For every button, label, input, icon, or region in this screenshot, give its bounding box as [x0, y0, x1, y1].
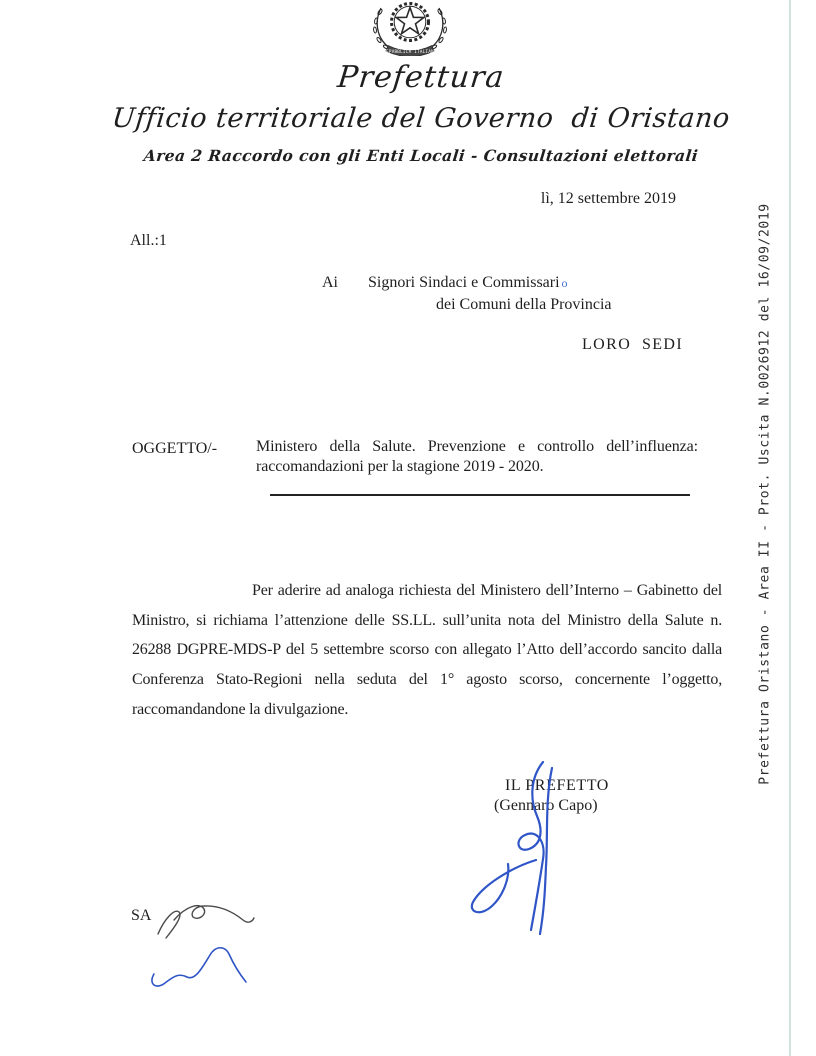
subject-label: OGGETTO/-: [132, 440, 218, 457]
clerk-initials: SA: [131, 907, 152, 924]
recipient-salutation: Ai: [322, 274, 338, 291]
protocol-stamp: Prefettura Oristano - Area II - Prot. Uscita N.0026912 del 16/09/2019: [757, 203, 773, 785]
letterhead-area: Area 2 Raccordo con gli Enti Locali - Consultazioni elettorali: [142, 146, 700, 165]
prefect-signature-ink: [440, 756, 580, 941]
recipient-line1-text: Signori Sindaci e Commissari: [368, 274, 560, 291]
attachments-note: All.:1: [130, 232, 167, 249]
prefect-name: (Gennaro Capo): [494, 797, 598, 814]
secondary-signature-ink: [146, 938, 256, 990]
italian-republic-emblem-icon: [366, 0, 454, 56]
emblem-banner-text: REPVBBLICA ITALIANA: [383, 49, 437, 55]
letterhead-office: Ufficio territoriale del Governo di Oristano: [110, 103, 732, 134]
subject-text: Ministero della Salute. Prevenzione e controllo dell’influenza: raccomandazioni per la stagione 2019 - 2020.: [256, 438, 698, 475]
scan-edge-line: [789, 0, 791, 1056]
recipient-line2: dei Comuni della Provincia: [436, 296, 612, 313]
ink-dot-mark: o: [561, 276, 568, 290]
prefect-title: IL PREFETTO: [505, 777, 609, 794]
date-line: lì, 12 settembre 2019: [540, 190, 676, 207]
letterhead-title: Prefettura: [335, 60, 507, 95]
subject-underline: [270, 494, 690, 496]
recipient-seat: LORO SEDI: [582, 336, 684, 353]
recipient-line1: [368, 273, 568, 293]
body-paragraph: Per aderire ad analoga richiesta del Ministero dell’Interno – Gabinetto del Ministro, si richiama l’attenzione delle SS.LL. sull’unita nota del Ministro della Salute n. 26288 DGPRE-MDS-P del 5 settembre scorso con allegato l’Atto dell’accordo sancito dalla Conferenza Stato-Regioni nella seduta del 1° agosto scorso, concernente l’oggetto, raccomandandone la divulgazione.: [132, 582, 722, 718]
